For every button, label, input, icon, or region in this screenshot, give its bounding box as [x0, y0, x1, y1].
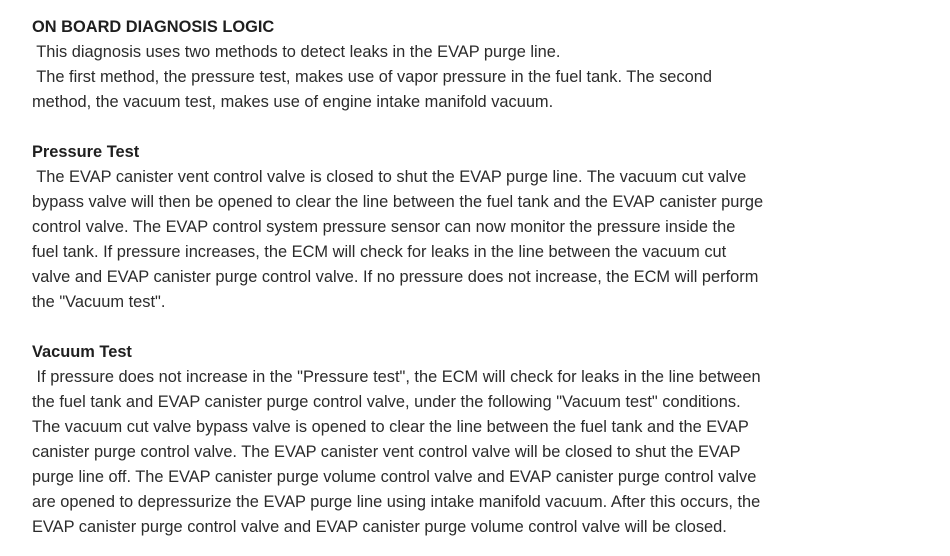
paragraph-line: valve and EVAP canister purge control valve. If no pressure does not increase, the ECM will perform [32, 268, 759, 286]
paragraph-line: are opened to depressurize the EVAP purge line using intake manifold vacuum. After this occurs, the [32, 493, 761, 511]
paragraph-line: control valve. The EVAP control system pressure sensor can now monitor the pressure inside the [32, 218, 736, 236]
paragraph-line: The vacuum cut valve bypass valve is opened to clear the line between the fuel tank and the EVAP [32, 418, 749, 436]
paragraph-line: purge line off. The EVAP canister purge volume control valve and EVAP canister purge control valve [32, 468, 757, 486]
paragraph-line: the "Vacuum test". [32, 293, 166, 311]
section-heading-vacuum-test: Vacuum Test [32, 343, 132, 361]
section-heading-pressure-test: Pressure Test [32, 143, 140, 161]
paragraph-line: bypass valve will then be opened to clear the line between the fuel tank and the EVAP canister purge [32, 193, 764, 211]
paragraph-line: the fuel tank and EVAP canister purge control valve, under the following "Vacuum test" conditions. [32, 393, 741, 411]
paragraph-line: canister purge control valve. The EVAP canister vent control valve will be closed to shut the EVAP [32, 443, 741, 461]
paragraph-line: method, the vacuum test, makes use of engine intake manifold vacuum. [32, 93, 554, 111]
paragraph-line: The first method, the pressure test, makes use of vapor pressure in the fuel tank. The second [32, 68, 712, 86]
section-heading-obd: ON BOARD DIAGNOSIS LOGIC [32, 18, 275, 36]
section-spacer [32, 115, 950, 140]
section-spacer [32, 315, 950, 340]
paragraph-line: This diagnosis uses two methods to detect leaks in the EVAP purge line. [32, 43, 561, 61]
paragraph-line: fuel tank. If pressure increases, the ECM will check for leaks in the line between the vacuum cut [32, 243, 727, 261]
paragraph-line: EVAP canister purge control valve and EVAP canister purge volume control valve will be closed. [32, 518, 727, 536]
paragraph-line: The EVAP canister vent control valve is closed to shut the EVAP purge line. The vacuum cut valve [32, 168, 747, 186]
paragraph-line: If pressure does not increase in the "Pressure test", the ECM will check for leaks in the line between [32, 368, 761, 386]
